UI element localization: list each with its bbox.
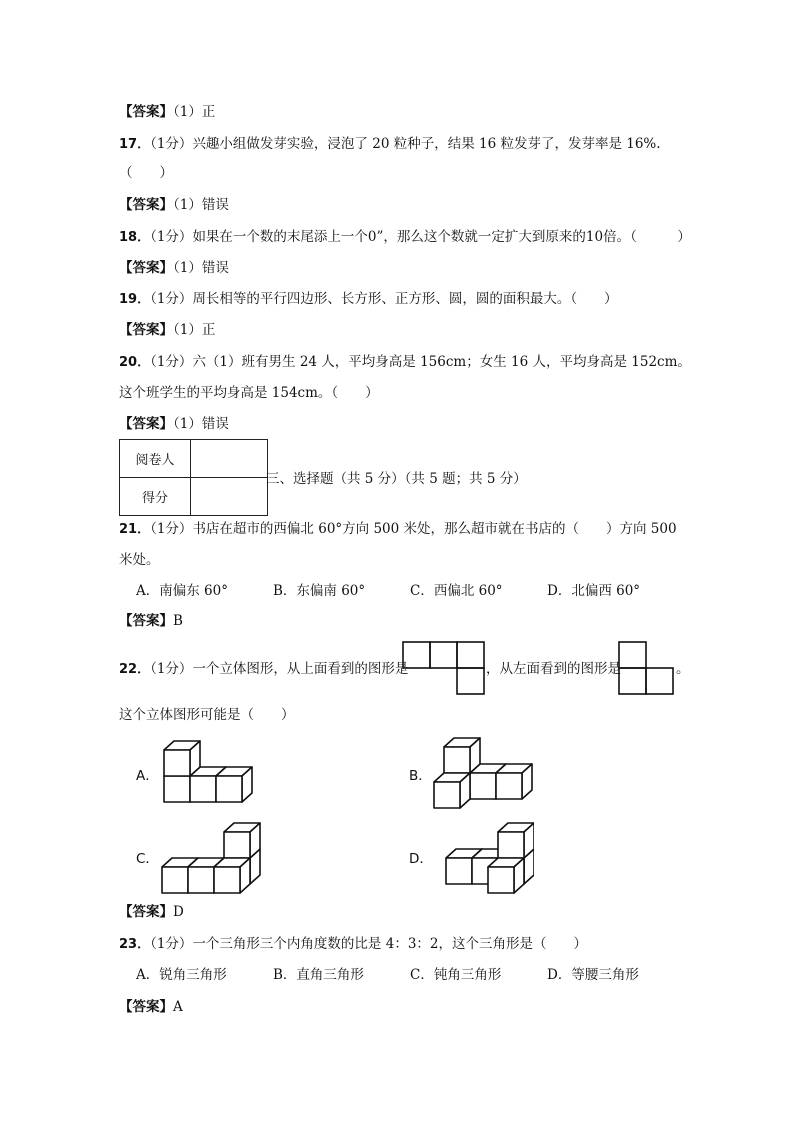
cube [496,764,532,799]
q23-option-a: A．锐角三角形 [136,967,227,983]
score-blank [191,478,268,516]
solid-figure-a [160,738,272,808]
answer-20: 【答案】（1）错误 [119,416,229,432]
answer-18: 【答案】（1）错误 [119,260,229,276]
cube [498,823,534,858]
solid-figure-b [432,732,538,812]
cube [444,738,480,773]
q21-option-a: A．南偏东 60° [136,583,228,599]
score-table [119,439,268,516]
q22-option-d-label: D． [409,851,433,867]
reviewer-label: 阅卷人 [120,440,191,478]
cube [434,773,470,808]
q23-option-d: D．等腰三角形 [547,967,639,983]
question-19: 19．（1分）周长相等的平行四边形、长方形、正方形、圆，圆的面积最大。（ ） [119,291,618,307]
answer-19: 【答案】（1）正 [119,322,216,338]
answer-17: 【答案】（1）错误 [119,197,229,213]
answer-21: 【答案】B [119,613,183,629]
question-22-end: 。 [676,661,690,677]
question-22-line2: 这个立体图形可能是（ ） [119,707,295,723]
question-20: 20．（1分）六（1）班有男生 24 人，平均身高是 156cm；女生 16 人，平均身高是 152cm。 [119,354,691,370]
question-17-blank: （ ） [119,165,173,181]
left-view-figure [618,641,674,696]
question-18: 18．（1分）如果在一个数的末尾添上一个0”，那么这个数就一定扩大到原来的10倍。（ ） [119,229,691,245]
question-21-line2: 米处。 [119,552,160,568]
question-22-mid: ，从左面看到的图形是 [486,661,621,677]
question-22: 22．（1分）一个立体图形，从上面看到的图形是 [119,661,409,677]
q22-option-a-label: A． [136,768,159,784]
score-label: 得分 [120,478,191,516]
cube [216,767,252,802]
cube [488,858,524,893]
cube [224,823,260,858]
question-21: 21．（1分）书店在超市的西偏北 60°方向 500 米处，那么超市就在书店的（ ）方向 500 [119,521,677,537]
q22-option-b-label: B． [409,768,432,784]
q21-option-c: C．西偏北 60° [410,583,503,599]
reviewer-blank [191,440,268,478]
question-23: 23．（1分）一个三角形三个内角度数的比是 4：3：2，这个三角形是（ ） [119,936,587,952]
answer-23: 【答案】A [119,999,183,1015]
answer-16: 【答案】（1）正 [119,104,216,120]
q23-option-b: B．直角三角形 [273,967,364,983]
cube [164,741,200,776]
q22-option-c-label: C． [136,851,159,867]
solid-figure-c [160,815,268,895]
question-17: 17．（1分）兴趣小组做发芽实验，浸泡了 20 粒种子，结果 16 粒发芽了，发芽率是 16%. [119,136,661,152]
cube [214,858,250,893]
top-view-figure [402,641,486,696]
answer-22: 【答案】D [119,904,184,920]
q21-option-b: B．东偏南 60° [273,583,366,599]
q21-option-d: D．北偏西 60° [547,583,641,599]
section-title: 三、选择题（共 5 分）（共 5 题；共 5 分） [266,471,527,487]
question-20-line2: 这个班学生的平均身高是 154cm。（ ） [119,385,379,401]
q23-option-c: C．钝角三角形 [410,967,502,983]
solid-figure-d [434,815,534,895]
